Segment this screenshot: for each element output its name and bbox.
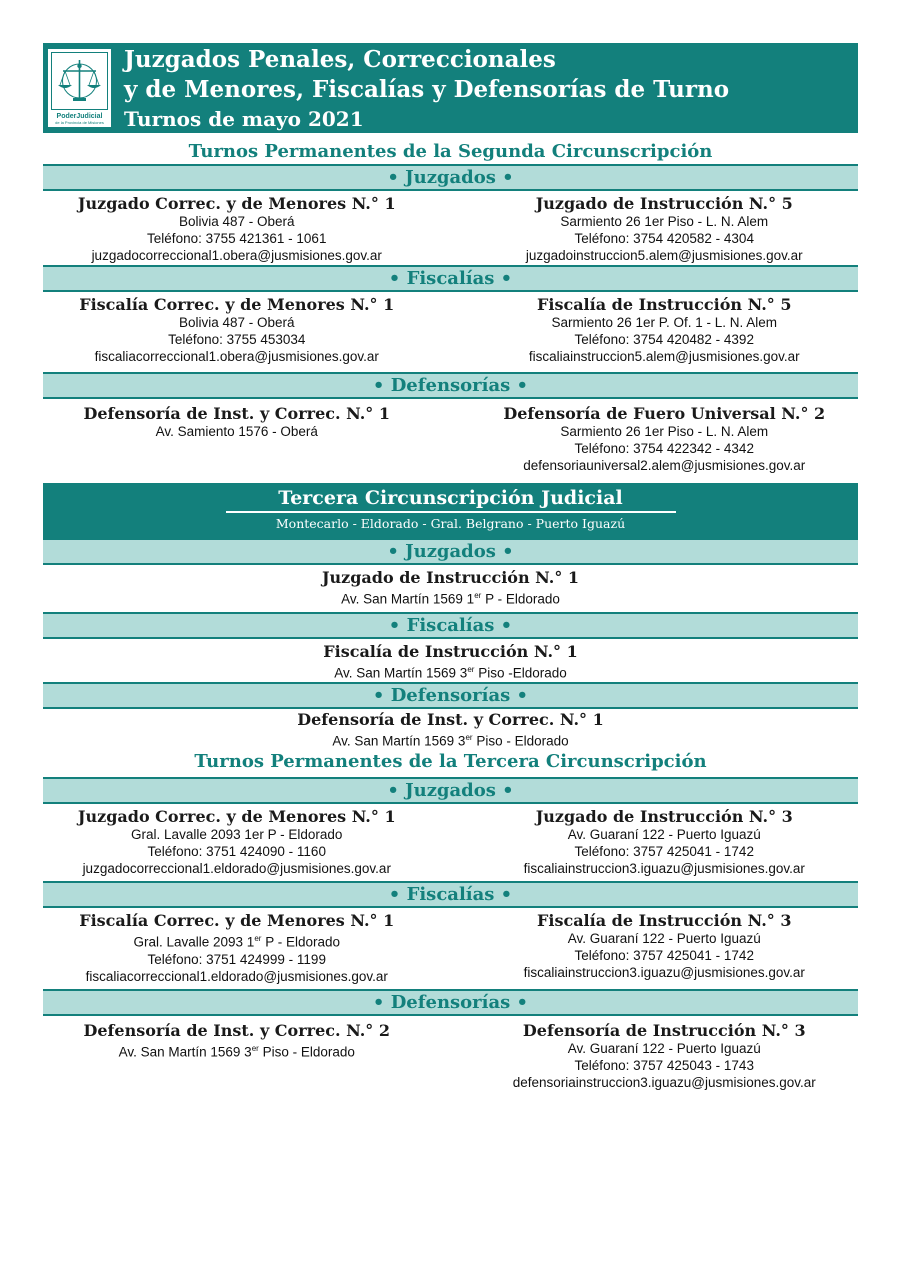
office-name: Defensoría de Instrucción N.° 3 <box>522 1021 806 1040</box>
office-address: Av. San Martín 1569 3er Piso - Eldorado <box>118 1044 355 1060</box>
office-card <box>43 911 451 989</box>
office-card <box>43 709 858 750</box>
office-card <box>43 807 451 881</box>
circunscripcion-localities: Montecarlo - Eldorado - Gral. Belgrano - Puerto Iguazú <box>275 516 626 531</box>
segunda-fiscalias-row <box>43 292 858 372</box>
office-address: Av. San Martín 1569 1er P - Eldorado <box>341 591 560 607</box>
circunscripcion-title: Tercera Circunscripción Judicial <box>278 487 623 509</box>
office-email: juzgadocorreccional1.eldorado@jusmisiones.gov.ar <box>82 861 391 876</box>
office-email: juzgadoinstruccion5.alem@jusmisiones.gov.ar <box>525 248 803 263</box>
header-banner <box>43 43 858 133</box>
office-name: Defensoría de Inst. y Correc. N.° 1 <box>83 404 391 423</box>
office-name: Juzgado Correc. y de Menores N.° 1 <box>77 194 396 213</box>
poder-judicial-logo <box>48 49 111 127</box>
office-phone: Teléfono: 3751 424090 - 1160 <box>147 844 326 859</box>
office-name: Fiscalía Correc. y de Menores N.° 1 <box>79 911 395 930</box>
office-address: Bolivia 487 - Oberá <box>178 214 295 229</box>
office-name: Fiscalía de Instrucción N.° 1 <box>323 642 578 661</box>
office-address: Av. Guaraní 122 - Puerto Iguazú <box>567 827 761 842</box>
office-address: Av. Samiento 1576 - Oberá <box>155 424 318 439</box>
office-card <box>451 1021 859 1096</box>
office-address: Gral. Lavalle 2093 1er P - Eldorado <box>131 827 343 842</box>
header-title-line-1: Juzgados Penales, Correccionales <box>124 46 556 73</box>
office-address: Bolivia 487 - Oberá <box>178 315 295 330</box>
band-fiscalias: • Fiscalías • <box>43 881 858 908</box>
office-address: Av. San Martín 1569 3er Piso - Eldorado <box>332 733 569 749</box>
band-juzgados: • Juzgados • <box>43 538 858 565</box>
office-email: defensoriauniversal2.alem@jusmisiones.gov.ar <box>523 458 806 473</box>
segunda-juzgados-row <box>43 191 858 265</box>
tercera-defensorias-row <box>43 1016 858 1096</box>
office-card <box>43 565 858 612</box>
office-email: fiscaliacorreccional1.obera@jusmisiones.gov.ar <box>94 349 379 364</box>
office-email: fiscaliainstruccion3.iguazu@jusmisiones.gov.ar <box>523 965 805 980</box>
office-address: Sarmiento 26 1er Piso - L. N. Alem <box>560 424 769 439</box>
office-name: Defensoría de Inst. y Correc. N.° 1 <box>297 710 604 729</box>
office-phone: Teléfono: 3757 425043 - 1743 <box>574 1058 754 1073</box>
office-card <box>43 295 451 372</box>
band-fiscalias: • Fiscalías • <box>43 265 858 292</box>
office-address: Sarmiento 26 1er Piso - L. N. Alem <box>560 214 769 229</box>
office-address: Av. Guaraní 122 - Puerto Iguazú <box>567 931 761 946</box>
band-fiscalias: • Fiscalías • <box>43 612 858 639</box>
band-juzgados: • Juzgados • <box>43 164 858 191</box>
office-card <box>43 404 451 483</box>
office-email: defensoriainstruccion3.iguazu@jusmisiones.gov.ar <box>512 1075 816 1090</box>
office-name: Fiscalía de Instrucción N.° 3 <box>537 911 792 930</box>
circunscripcion-banner <box>43 483 858 538</box>
document-page <box>43 43 858 1096</box>
office-name: Juzgado de Instrucción N.° 1 <box>321 568 580 587</box>
band-defensorias: • Defensorías • <box>43 989 858 1016</box>
header-month: Turnos de mayo 2021 <box>124 107 364 131</box>
office-card <box>451 911 859 989</box>
office-card <box>43 1021 451 1096</box>
office-card <box>43 194 451 265</box>
band-defensorias: • Defensorías • <box>43 372 858 399</box>
logo-subtext: de la Provincia de Misiones <box>55 120 104 125</box>
scales-of-justice-icon <box>51 52 108 110</box>
office-name: Juzgado de Instrucción N.° 3 <box>535 807 793 826</box>
office-card <box>43 639 858 682</box>
section-title-tercera: Turnos Permanentes de la Tercera Circunscripción <box>194 751 707 772</box>
office-phone: Teléfono: 3755 453034 <box>168 332 306 347</box>
office-phone: Teléfono: 3754 420482 - 4392 <box>574 332 754 347</box>
office-email: fiscaliainstruccion3.iguazu@jusmisiones.gov.ar <box>523 861 805 876</box>
title-underline <box>226 511 676 513</box>
office-card <box>451 194 859 265</box>
office-phone: Teléfono: 3754 422342 - 4342 <box>574 441 754 456</box>
header-title-line-2: y de Menores, Fiscalías y Defensorías de Turno <box>124 76 730 103</box>
office-address: Av. Guaraní 122 - Puerto Iguazú <box>567 1041 761 1056</box>
office-card <box>451 404 859 483</box>
office-email: fiscaliainstruccion5.alem@jusmisiones.gov.ar <box>528 349 800 364</box>
office-address: Sarmiento 26 1er P. Of. 1 - L. N. Alem <box>551 315 778 330</box>
office-name: Defensoría de Inst. y Correc. N.° 2 <box>83 1021 391 1040</box>
tercera-fiscalias-row <box>43 908 858 989</box>
band-juzgados: • Juzgados • <box>43 777 858 804</box>
office-email: fiscaliacorreccional1.eldorado@jusmisiones.gov.ar <box>85 968 388 984</box>
office-name: Defensoría de Fuero Universal N.° 2 <box>503 404 826 423</box>
office-address: Av. San Martín 1569 3er Piso -Eldorado <box>334 665 567 681</box>
office-card <box>451 807 859 881</box>
office-phone: Teléfono: 3757 425041 - 1742 <box>574 844 754 859</box>
office-card <box>451 295 859 372</box>
tercera-juzgados-row <box>43 804 858 881</box>
section-title-segunda: Turnos Permanentes de la Segunda Circunscripción <box>188 141 713 162</box>
logo-text: PoderJudicial <box>56 113 103 120</box>
office-name: Fiscalía Correc. y de Menores N.° 1 <box>79 295 395 314</box>
office-email: juzgadocorreccional1.obera@jusmisiones.gov.ar <box>91 248 382 263</box>
office-name: Fiscalía de Instrucción N.° 5 <box>537 295 792 314</box>
office-name: Juzgado de Instrucción N.° 5 <box>535 194 793 213</box>
band-defensorias: • Defensorías • <box>43 682 858 709</box>
segunda-defensorias-row <box>43 399 858 483</box>
office-address: Gral. Lavalle 2093 1er P - Eldorado <box>133 934 340 950</box>
office-phone: Teléfono: 3755 421361 - 1061 <box>147 231 327 246</box>
office-phone: Teléfono: 3754 420582 - 4304 <box>574 231 754 246</box>
office-name: Juzgado Correc. y de Menores N.° 1 <box>77 807 396 826</box>
office-phone: Teléfono: 3751 424999 - 1199 <box>147 951 326 967</box>
office-phone: Teléfono: 3757 425041 - 1742 <box>574 948 754 963</box>
